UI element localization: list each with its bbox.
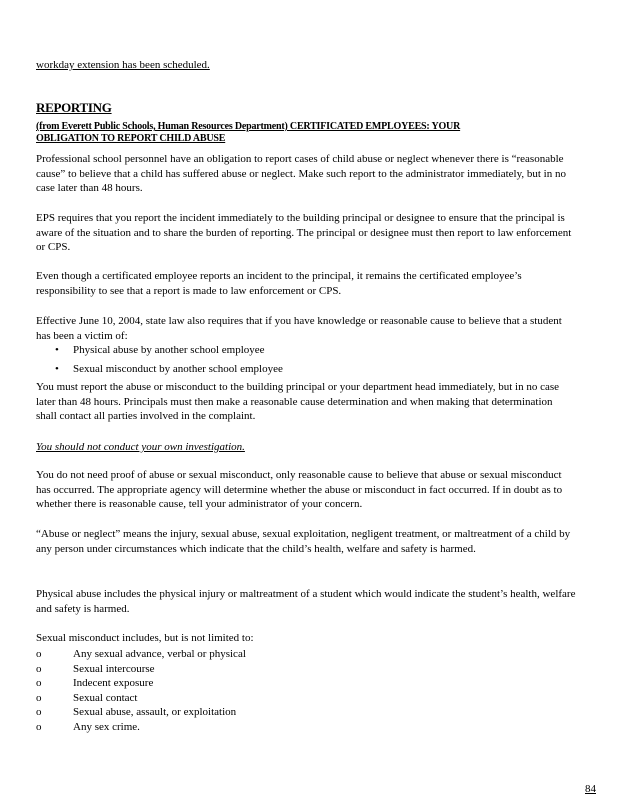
misconduct-list — [36, 647, 576, 734]
paragraph-obligation: Professional school personnel have an obligation to report cases of child abuse or neglect whenever there is “reasonable cause” to believe that a child has suffered abuse or neglect. Make such report to the administrator immediately, but in no case later than 48 hours. — [36, 153, 566, 194]
circle-bullet-icon: o — [36, 706, 42, 718]
circle-bullet-icon: o — [36, 648, 42, 660]
list-item: • Physical abuse by another school employee — [55, 344, 265, 356]
list-item: • Sexual misconduct by another school employee — [55, 362, 283, 375]
list-item: o Sexual intercourse — [36, 662, 155, 675]
list-item: o Sexual contact — [36, 691, 138, 704]
page-number: 84 — [585, 783, 596, 795]
circle-bullet-icon: o — [36, 691, 42, 704]
paragraph-employee-responsibility: Even though a certificated employee reports an incident to the principal, it remains the certificated employee’s responsibility to see that a report is made to law enforcement or CPS. — [36, 270, 522, 297]
paragraph-state-law: Effective June 10, 2004, state law also requires that if you have knowledge or reasonable cause to believe that a student has been a victim of: — [36, 315, 562, 342]
paragraph-report-procedure: You must report the abuse or misconduct to the building principal or your department head immediately, but in no case later than 48 hours. Principals must then make a reasonable cause determination and when making that determination shall contact all parties involved in the complaint. — [36, 381, 559, 422]
section-subtitle: (from Everett Public Schools, Human Resources Department) CERTIFICATED EMPLOYEES: YOUR OBLIGATION TO REPORT CHILD ABUSE — [36, 121, 461, 144]
bullet-icon: • — [55, 344, 59, 356]
list-item: o Sexual abuse, assault, or exploitation — [36, 706, 237, 718]
section-title: REPORTING — [36, 100, 112, 115]
investigation-warning: You should not conduct your own investigation. — [36, 441, 245, 453]
list-item: o Any sexual advance, verbal or physical — [36, 648, 246, 660]
paragraph-sexual-misconduct: Sexual misconduct includes, but is not limited to: — [36, 632, 254, 644]
list-item: o Any sex crime. — [36, 720, 140, 733]
circle-bullet-icon: o — [36, 677, 42, 689]
continuation-line: workday extension has been scheduled. — [36, 59, 210, 71]
paragraph-reasonable-cause: You do not need proof of abuse or sexual misconduct, only reasonable cause to believe that abuse or sexual misconduct has occurred. The appropriate agency will determine whether the abuse or misconduct in fact occurred. If in doubt as to whether there is reasonable cause, tell your administrator of your concern. — [36, 469, 563, 510]
victim-list — [36, 343, 576, 376]
circle-bullet-icon: o — [36, 662, 42, 675]
circle-bullet-icon: o — [36, 720, 42, 733]
paragraph-abuse-definition: “Abuse or neglect” means the injury, sexual abuse, sexual exploitation, negligent treatment, or maltreatment of a child by any person under circumstances which indicate that the child’s health, welfare and safety is harmed. — [36, 528, 571, 555]
paragraph-eps-requirement: EPS requires that you report the incident immediately to the building principal or designee to ensure that the principal is aware of the situation and to share the burden of reporting. The principal or designee must then report to law enforcement or CPS. — [36, 212, 572, 253]
list-item: o Indecent exposure — [36, 677, 154, 689]
bullet-icon: • — [55, 362, 59, 375]
paragraph-physical-abuse: Physical abuse includes the physical injury or maltreatment of a student which would indicate the student’s health, welfare and safety is harmed. — [36, 588, 576, 615]
